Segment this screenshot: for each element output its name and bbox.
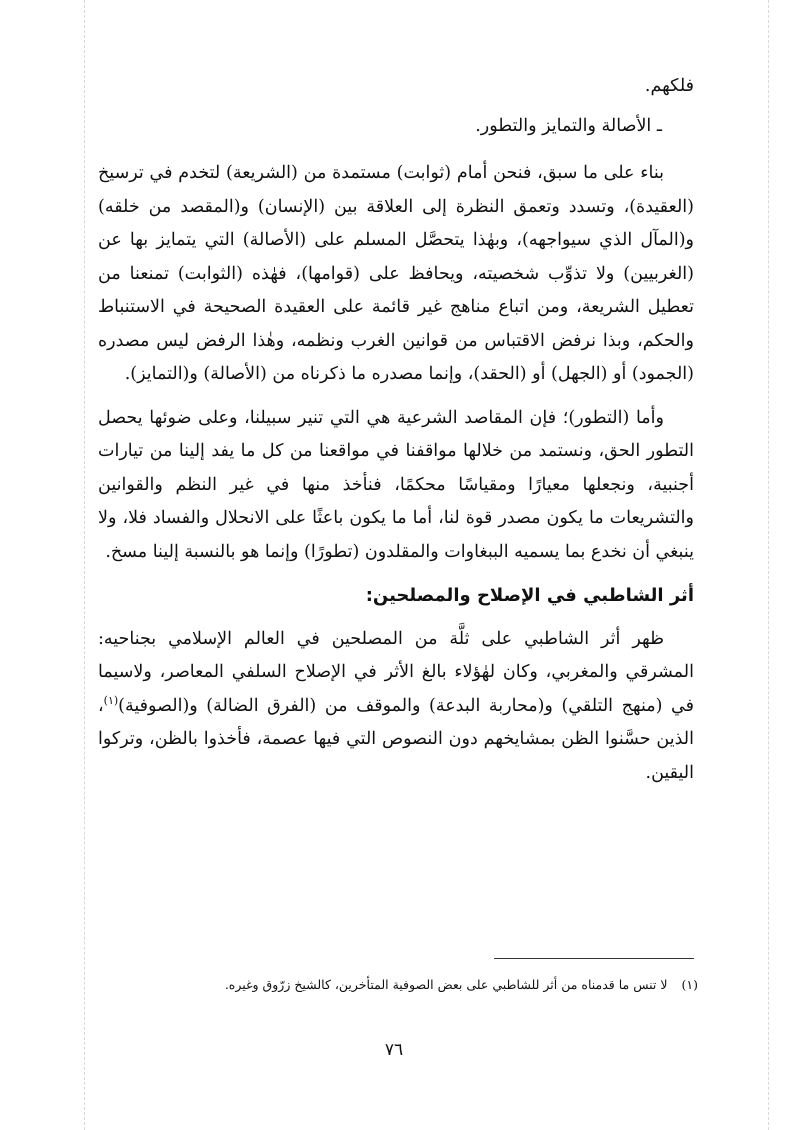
scan-margin-line-right [768, 0, 769, 1130]
footnote-number: (١) [681, 977, 698, 992]
footnote-divider [494, 958, 694, 959]
paragraph-text-part-1: ظهر أثر الشاطبي على ثلَّة من المصلحين في العالم الإسلامي بجناحيه: المشرقي والمغربي، وكان لهٰؤلاء بالغ الأثر في الإصلاح السلفي المعاصر، ولاسيما في (منهج التلقي) و(محاربة البدعة) والموقف من (الفرق الضالة) و(الصوفية) [98, 628, 694, 716]
paragraph-tatawwur: وأما (التطور)؛ فإن المقاصد الشرعية هي التي تنير سبيلنا، وعلى ضوئها يحصل التطور الحق، ونستمد من خلالها مواقفنا في مواقعنا من كل ما يفد إلينا من تيارات أجنبية، ونجعلها معيارًا ومقياسًا محكمًا، فنأخذ منها في غير النظم والقوانين والتشريعات ما يكون مصدر قوة لنا، أما ما يكون باعثًا على الانحلال والفساد فلا، ولا ينبغي أن نخدع بما يسميه الببغاوات والمقلدون (تطورًا) وإنما هو بالنسبة إلينا مسخ. [98, 407, 694, 562]
footnote [140, 975, 698, 995]
section-heading: أثر الشاطبي في الإصلاح والمصلحين: [365, 585, 694, 606]
main-text-block [98, 70, 694, 800]
section-dash-line: ـ الأصالة والتمايز والتطور. [475, 115, 662, 136]
paragraph-text-part-2: ، الذين حسَّنوا الظن بمشايخهم دون النصوص التي فيها عصمة، فأخذوا بالظن، وتركوا اليقين. [98, 695, 694, 783]
footnote-reference[interactable]: (١) [103, 693, 119, 707]
continuation-line: فلكهم. [644, 76, 694, 96]
footnote-text: لا تنس ما قدمناه من أثر للشاطبي على بعض الصوفية المتأخرين، كالشيخ زرّوق وغيره. [224, 977, 668, 992]
paragraph-shatibi-influence [98, 623, 694, 791]
paragraph-thawabit: بناء على ما سبق، فنحن أمام (ثوابت) مستمدة من (الشريعة) لتخدم في ترسيخ (العقيدة)، وتسدد وتعمق النظرة إلى العلاقة بين (الإنسان) و(المقصد من خلقه) و(المآل الذي سيواجهه)، وبهٰذا يتحصَّل المسلم على (الأصالة) التي يتمايز بها عن (الغربيين) ولا تذوِّب شخصيته، ويحافظ على (قوامها)، فهٰذه (الثوابت) تمنعنا من تعطيل الشريعة، ومن اتباع مناهج غير قائمة على العقيدة الصحيحة في الاستنباط والحكم، وبذا نرفض الاقتباس من قوانين الغرب ونظمه، وهٰذا الرفض ليس مصدره (الجمود) أو (الجهل) أو (الحقد)، وإنما مصدره ما ذكرناه من (الأصالة) و(التمايز). [98, 163, 694, 384]
page-number: ٧٦ [384, 1040, 404, 1060]
scan-margin-line-left [84, 0, 85, 1130]
